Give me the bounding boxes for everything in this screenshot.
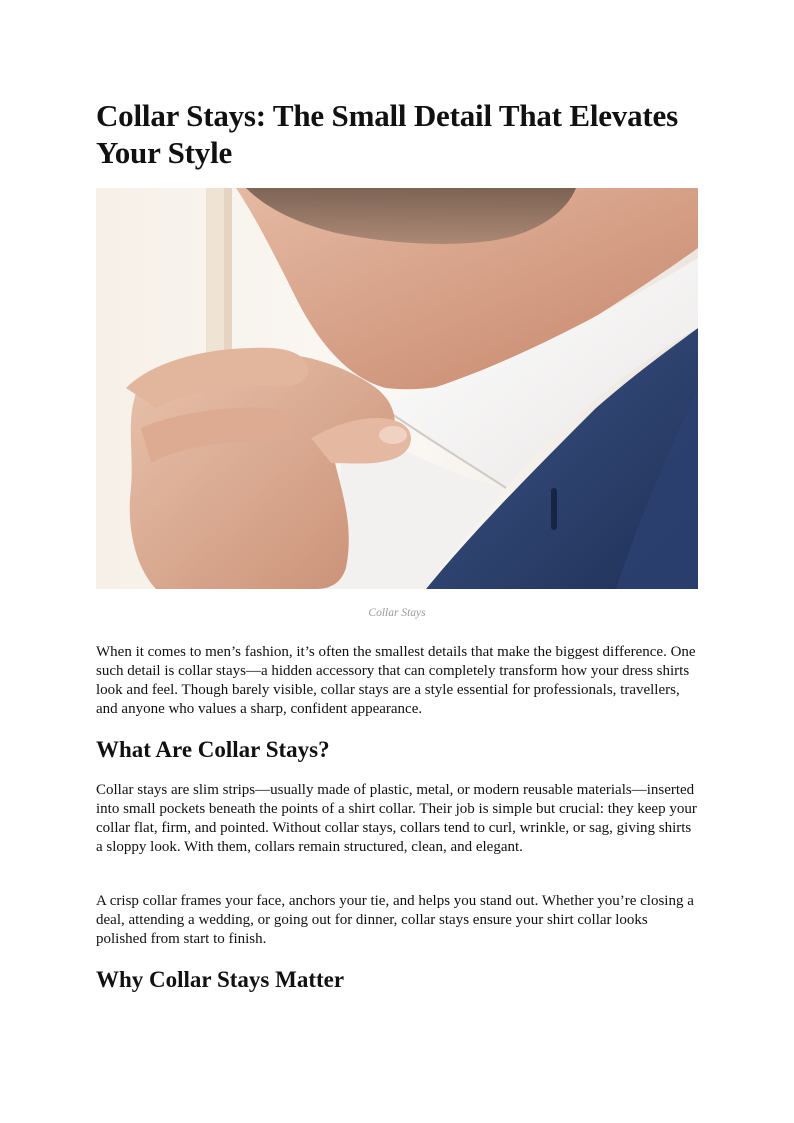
section-paragraph: A crisp collar frames your face, anchors your tie, and helps you stand out. Whether you’re closing a deal, attending a wedding, or going out for dinner, collar stays ensure your shirt collar looks polished from start to finish. bbox=[96, 893, 694, 947]
hero-photo-illustration bbox=[96, 188, 698, 589]
hero-image bbox=[96, 188, 698, 589]
hero-image-caption: Collar Stays bbox=[368, 607, 426, 619]
section-paragraph: Collar stays are slim strips—usually made of plastic, metal, or modern reusable materials—inserted into small pockets beneath the points of a shirt collar. Their job is simple but crucial: they keep your collar flat, firm, and pointed. Without collar stays, collars tend to curl, wrinkle, or sag, giving shirts a sloppy look. With them, collars remain structured, clean, and elegant. bbox=[96, 782, 697, 855]
intro-paragraph: When it comes to men’s fashion, it’s often the smallest details that make the biggest difference. One such detail is collar stays—a hidden accessory that can completely transform how your dress shirts look and feel. Though barely visible, collar stays are a style essential for professionals, travellers, and anyone who values a sharp, confident appearance. bbox=[96, 644, 696, 717]
section-heading-what-are-collar-stays: What Are Collar Stays? bbox=[96, 737, 330, 762]
article-title: Collar Stays: The Small Detail That Elevates Your Style bbox=[96, 98, 678, 170]
section-heading-why-collar-stays-matter: Why Collar Stays Matter bbox=[96, 967, 345, 992]
